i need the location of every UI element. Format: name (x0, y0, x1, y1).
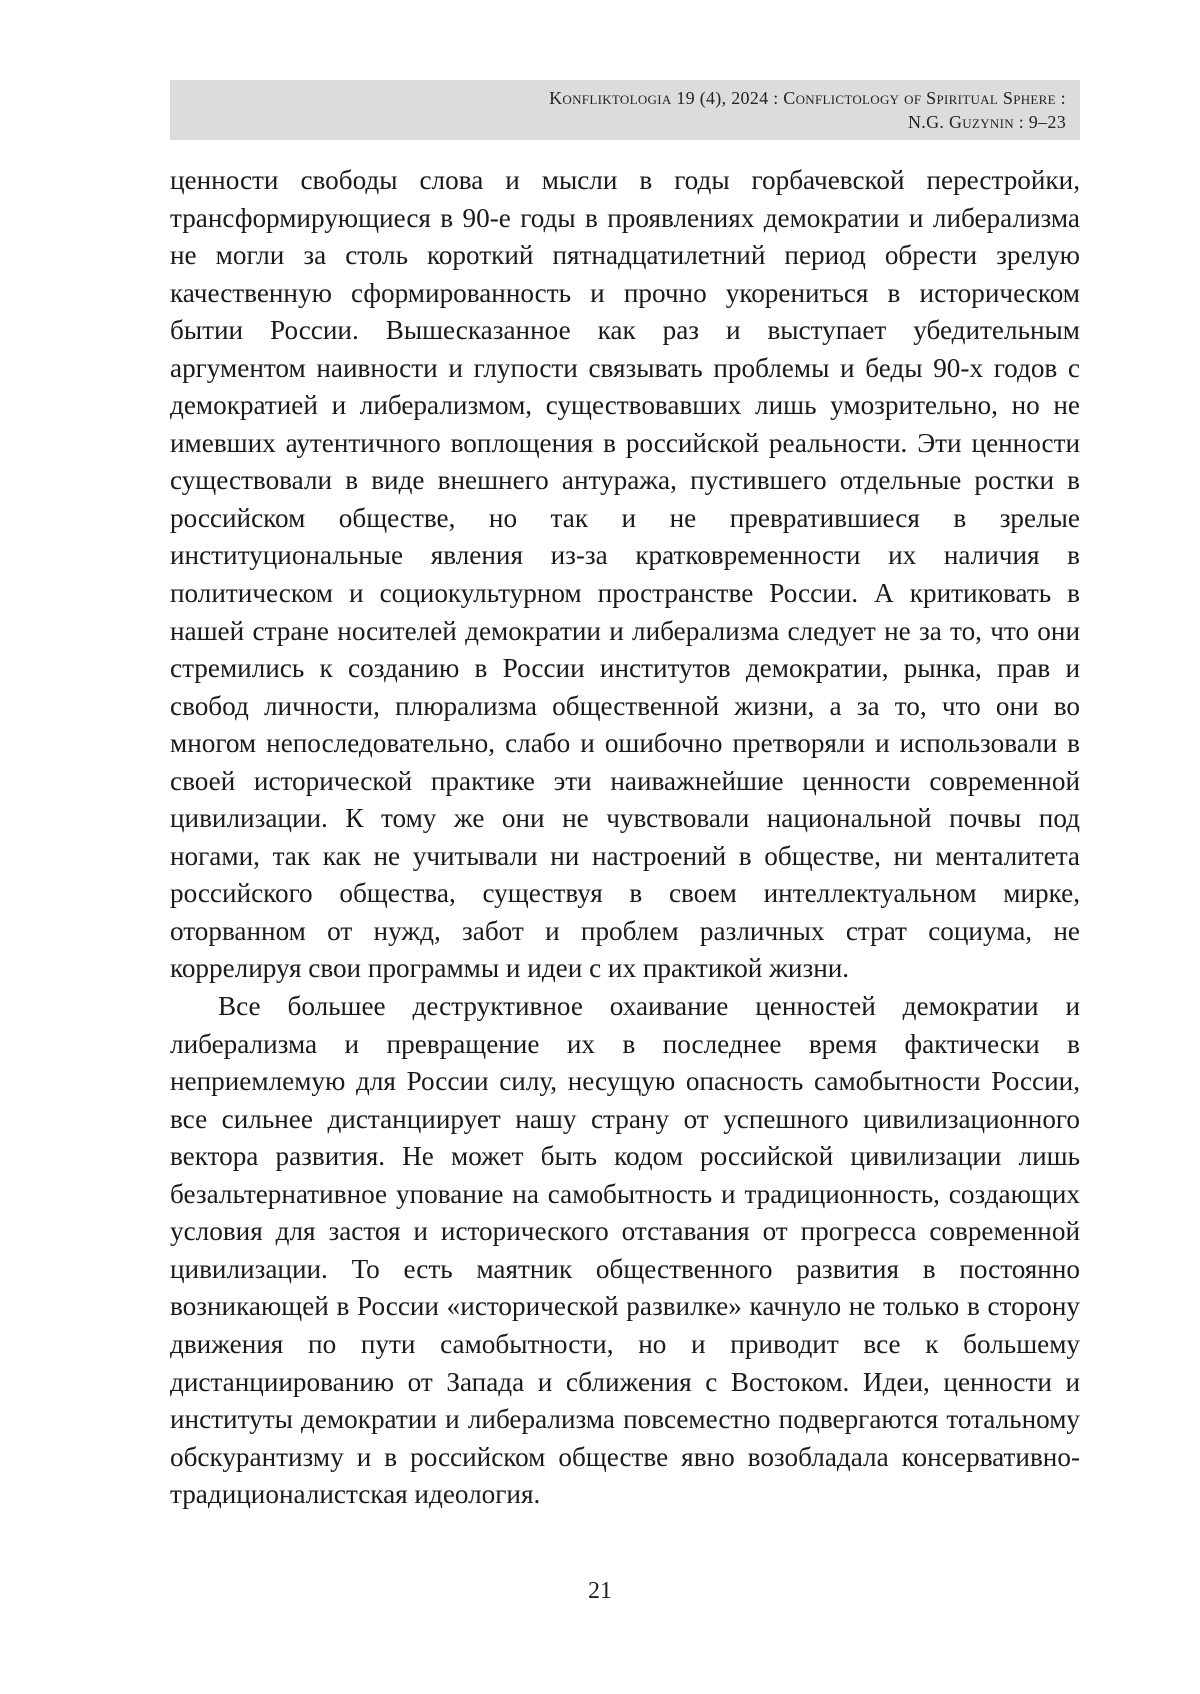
page-number: 21 (0, 1576, 1200, 1606)
article-body (170, 162, 1080, 1514)
paragraph: Все большее деструктивное охаивание ценностей демократии и либерализма и превращение их в последнее время фактически в неприемлемую для России силу, несущую опасность самобытности России, все сильнее дистанциирует нашу страну от успешного цивилизационного вектора развития. Не может быть кодом российской цивилизации лишь безальтернативное упование на самобытность и традиционность, создающих условия для застоя и исторического отставания от прогресса современной цивилизации. То есть маятник общественного развития в постоянно возникающей в России «исторической развилке» качнуло не только в сторону движения по пути самобытности, но и приводит все к большему дистанциированию от Запада и сближения с Востоком. Идеи, ценности и институты демократии и либерализма повсеместно подвергаются тотальному обскурантизму и в российском обществе явно возобладала консервативно-традиционалистская идеология. (170, 988, 1080, 1514)
running-header-journal: Konfliktologia 19 (4), 2024 : Conflictology of Spiritual Sphere : (170, 86, 1066, 110)
paragraph-continuation: ценности свободы слова и мысли в годы горбачевской перестройки, трансформирующиеся в 90-е годы в проявлениях демократии и либерализма не могли за столь короткий пятнадцатилетний период обрести зрелую качественную сформированность и прочно укорениться в историческом бытии России. Вышесказанное как раз и выступает убедительным аргументом наивности и глупости связывать проблемы и беды 90-х годов с демократией и либерализмом, существовавших лишь умозрительно, но не имевших аутентичного воплощения в российской реальности. Эти ценности существовали в виде внешнего антуража, пустившего отдельные ростки в российском обществе, но так и не превратившиеся в зрелые институциональные явления из-за кратковременности их наличия в политическом и социокультурном пространстве России. А критиковать в нашей стране носителей демократии и либерализма следует не за то, что они стремились к созданию в России институтов демократии, рынка, прав и свобод личности, плюрализма общественной жизни, а за то, что они во многом непоследовательно, слабо и ошибочно претворяли и использовали в своей исторической практике эти наиважнейшие ценности современной цивилизации. К тому же они не чувствовали национальной почвы под ногами, так как не учитывали ни настроений в обществе, ни менталитета российского общества, существуя в своем интеллектуальном мирке, оторванном от нужд, забот и проблем различных страт социума, не коррелируя свои программы и идеи с их практикой жизни. (170, 162, 1080, 988)
running-header-author: N.G. Guzynin : 9–23 (170, 110, 1066, 134)
running-header (170, 80, 1080, 140)
